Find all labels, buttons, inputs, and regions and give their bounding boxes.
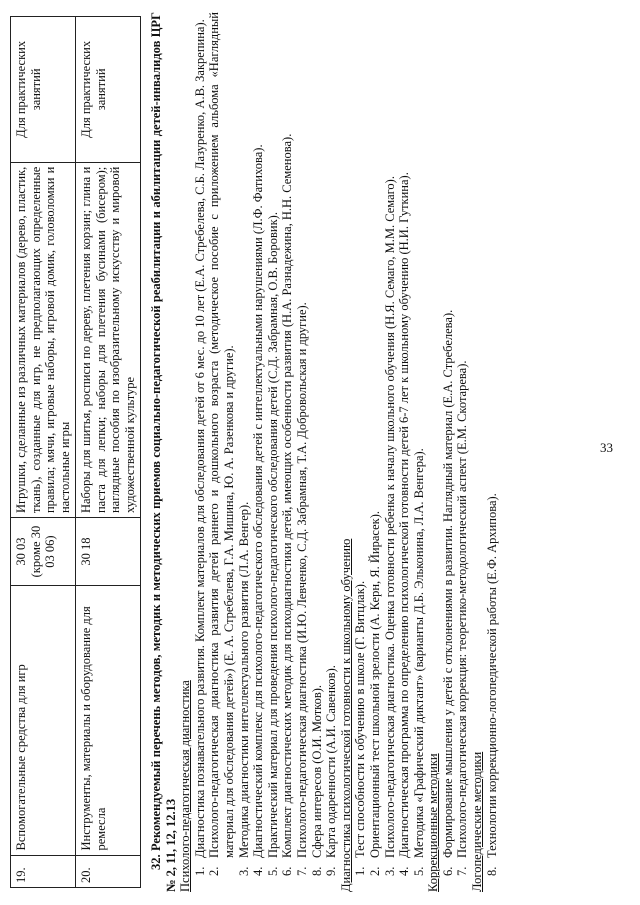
item-purpose: Для практических занятий [11,17,76,163]
row-number: 19. [11,855,76,887]
group-title: Диагностика психологической готовности к школьному обучению [338,538,353,892]
item-text: Психолого-педагогическая диагностика развития детей раннего и дошкольного возраста (методическое пособие с приложением альбома «Наглядный материал для обследования детей») (Е. А. Стребелева, Г.А. Мишина, Ю. А. Разенкова и другие). [207,12,236,858]
method-groups [178,12,499,892]
item-number: 7. [294,866,309,876]
list-item [368,12,383,892]
item-number: 2. [207,866,222,876]
section-heading: 32. Рекомендуемый перечень методов, методик и методических приемов социально-педагогической реабилитации и абилитации детей-инвалидов ЦРГ № 2, 11, 12, 12.13 [149,12,178,892]
page-number: 33 [600,440,613,455]
list-item [295,12,310,892]
list-item [193,12,208,892]
list-item [412,12,427,892]
item-purpose: Для практических занятий [76,17,141,163]
row-number: 20. [76,855,141,887]
item-text: Психолого-педагогическая диагностика. Оценка готовности ребенка к началу школьного обучения (Н.Я. Семаго, М.М. Семаго). [382,176,397,858]
item-text: Сфера интересов (О.И. Мотков). [309,684,324,858]
list-item [251,12,266,892]
item-text: Психолого-педагогическая диагностика (И.Ю. Левченко, С.Д. Забрамная, Т.А. Добровольская и другие). [294,302,309,858]
item-number: 1. [353,866,368,876]
list-item [266,12,281,892]
item-number: 3. [236,866,251,876]
list-item [324,12,339,892]
list-item [237,12,252,892]
item-description: Наборы для шитья, росписи по дереву, плетения корзин; глина и паста для лепки; наборы для плетения бусинами (бисером); наглядные пособия по изобразительному искусству и мировой художественной культуре [76,162,141,517]
item-text: Методика «Графический диктант» (варианты Д.Б. Эльконина, Л.А. Венгера). [411,448,426,858]
item-name: Вспомогательные средства для игр [11,586,76,855]
item-number: 4. [397,866,412,876]
list-item [383,12,398,892]
list-item [280,12,295,892]
item-text: Ориентационный тест школьной зрелости (А. Керн, Я. Йирасек). [367,511,382,858]
table-row [11,17,76,888]
item-number: 4. [251,866,266,876]
group-title: Логопедические методики [470,751,485,892]
list-item [353,12,368,892]
item-number: 8. [484,866,499,876]
item-text: Методика диагностики интеллектуального развития (Л.А. Венгер). [236,501,251,858]
list-item [455,12,470,892]
item-number: 3. [382,866,397,876]
item-text: Технологии коррекционно-логопедической работы (Е.Ф. Архипова). [484,493,499,858]
item-text: Формирование мышления у детей с отклонениями в развитии. Наглядный материал (Е.А. Стребелева). [440,309,455,858]
table-row [76,17,141,888]
item-code: 30 03 (кроме 30 03 06) [11,518,76,586]
item-text: Тест способности к обучению в школе (Г. Витцлак). [353,580,368,858]
equipment-table [10,16,141,888]
group-title: Психолого-педагогическая диагностика [178,680,193,892]
item-text: Диагностика познавательного развития. Комплект материалов для обследования детей от 6 мес. до 10 лет (Е.А. Стребелева, С.Б. Лазуренко, А.В. Закрепина). [192,19,207,858]
method-list [441,12,470,892]
item-description: Игрушки, сделанные из различных материалов (дерево, пластик, ткань), созданные для игр, не предполагающих определенные правила; мячи, игровые наборы, игровой домик, головоломки и настольные игры [11,162,76,517]
item-number: 6. [440,866,455,876]
list-item [310,12,325,892]
method-list [193,12,339,892]
item-number: 5. [265,866,280,876]
item-number: 5. [411,866,426,876]
item-text: Диагностический комплекс для психолого-педагогического обследования детей с интеллектуальными нарушениями (Л.Ф. Фатихова). [251,144,266,858]
item-code: 30 18 [76,518,141,586]
methods-section [149,12,499,892]
list-item [485,12,500,892]
list-item [397,12,412,892]
item-number: 8. [309,866,324,876]
item-text: Карта одаренности (А.И. Савенков). [324,665,339,858]
method-list [353,12,426,892]
item-text: Комплект диагностических методик для психодиагностики детей, имеющих особенности развития (Н.А. Разнадежина, Н.Н. Семенова). [280,133,295,858]
item-text: Психолого-педагогическая коррекция: теоретико-методологический аспект (Е.М. Скотарева). [455,360,470,858]
item-number: 9. [324,866,339,876]
item-number: 2. [367,866,382,876]
method-list [485,12,500,892]
list-item [441,12,456,892]
item-number: 1. [192,866,207,876]
group-title: Коррекционные методики [426,753,441,892]
list-item [207,12,236,892]
item-text: Диагностическая программа по определению психологической готовности детей 6-7 лет к школьному обучению (Н.И. Гуткина). [397,172,412,858]
item-name: Инструменты, материалы и оборудование для ремесла [76,586,141,855]
item-number: 7. [455,866,470,876]
rotated-page-content [10,12,610,892]
item-text: Практический материал для проведения психолого-педагогического обследования детей (С.Д. Забрамная, О.В. Боровик). [265,212,280,858]
item-number: 6. [280,866,295,876]
